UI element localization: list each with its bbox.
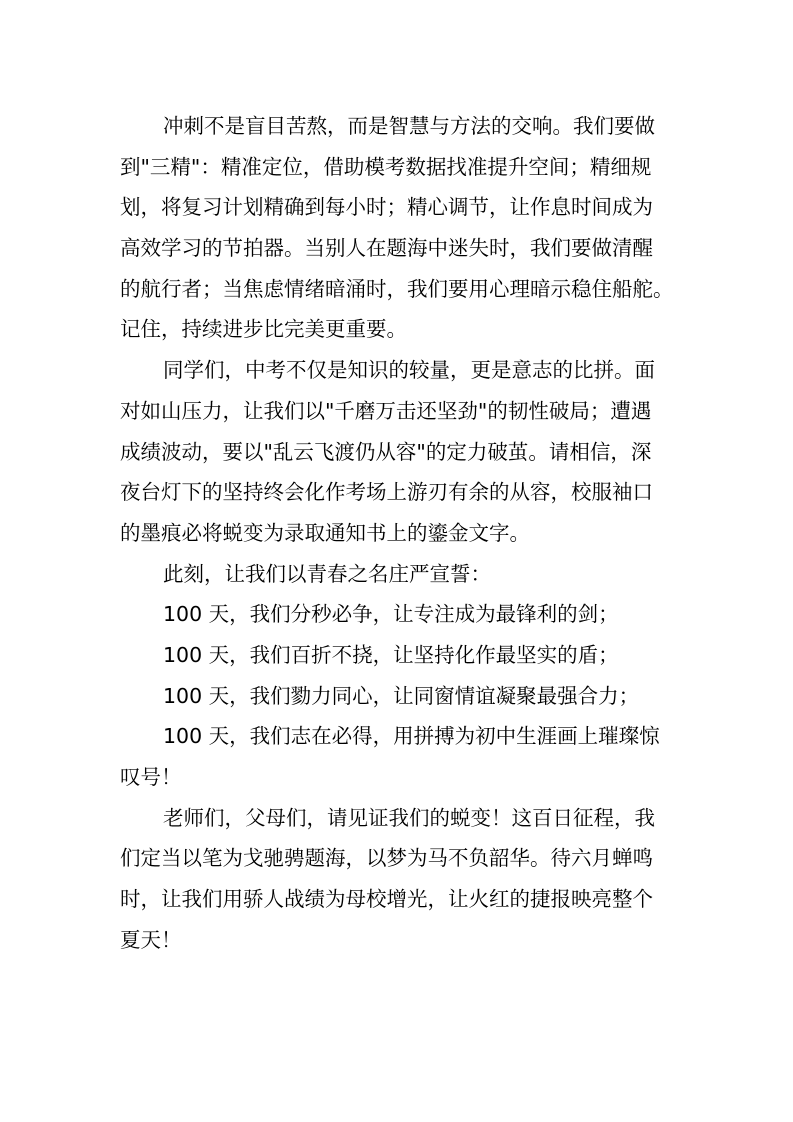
paragraph-students <box>120 350 676 553</box>
paragraph-oath-4 <box>120 716 676 797</box>
text-line: 到"三精"：精准定位，借助模考数据找准提升空间；精细规 <box>120 154 652 179</box>
text-line: 冲刺不是盲目苦熬，而是智慧与方法的交响。我们要做 <box>163 114 655 138</box>
text-line: 此刻，让我们以青春之名庄严宣誓： <box>163 561 491 586</box>
text-line: 成绩波动，要以"乱云飞渡仍从容"的定力破茧。请相信，深 <box>120 439 652 464</box>
text-line: 的航行者；当焦虑情绪暗涌时，我们要用心理暗示稳住船舵。 <box>120 276 674 301</box>
paragraph-method <box>120 106 676 350</box>
text-line: 100 天，我们勠力同心，让同窗情谊凝聚最强合力； <box>163 683 640 708</box>
paragraph-oath-3 <box>120 676 676 717</box>
text-line: 的墨痕必将蜕变为录取通知书上的鎏金文字。 <box>120 520 530 545</box>
text-line: 记住，持续进步比完美更重要。 <box>120 317 407 342</box>
text-line: 高效学习的节拍器。当别人在题海中迷失时，我们要做清醒 <box>120 236 653 261</box>
text-line: 时，让我们用骄人战绩为母校增光，让火红的捷报映亮整个 <box>120 887 653 912</box>
text-line: 同学们，中考不仅是知识的较量，更是意志的比拼。面 <box>163 358 655 383</box>
text-line: 叹号！ <box>120 765 182 789</box>
text-line: 老师们，父母们，请见证我们的蜕变！这百日征程，我 <box>163 805 655 830</box>
text-line: 100 天，我们分秒必争，让专注成为最锋利的剑； <box>163 602 619 627</box>
paragraph-oath-intro <box>120 554 676 595</box>
text-line: 夜台灯下的坚持终会化作考场上游刃有余的从容，校服袖口 <box>120 480 653 505</box>
text-line: 对如山压力，让我们以"千磨万击还坚劲"的韧性破局；遭遇 <box>120 398 652 423</box>
text-line: 们定当以笔为戈驰骋题海，以梦为马不负韶华。待六月蝉鸣 <box>120 846 653 871</box>
text-line: 100 天，我们百折不挠，让坚持化作最坚实的盾； <box>163 642 619 667</box>
paragraph-oath-2 <box>120 635 676 676</box>
text-line: 夏天！ <box>120 927 182 952</box>
paragraph-oath-1 <box>120 594 676 635</box>
text-line: 划，将复习计划精确到每小时；精心调节，让作息时间成为 <box>120 195 653 220</box>
text-line: 100 天，我们志在必得，用拼搏为初中生涯画上璀璨惊 <box>163 724 660 749</box>
paragraph-closing <box>120 798 676 961</box>
document-body <box>120 106 676 960</box>
